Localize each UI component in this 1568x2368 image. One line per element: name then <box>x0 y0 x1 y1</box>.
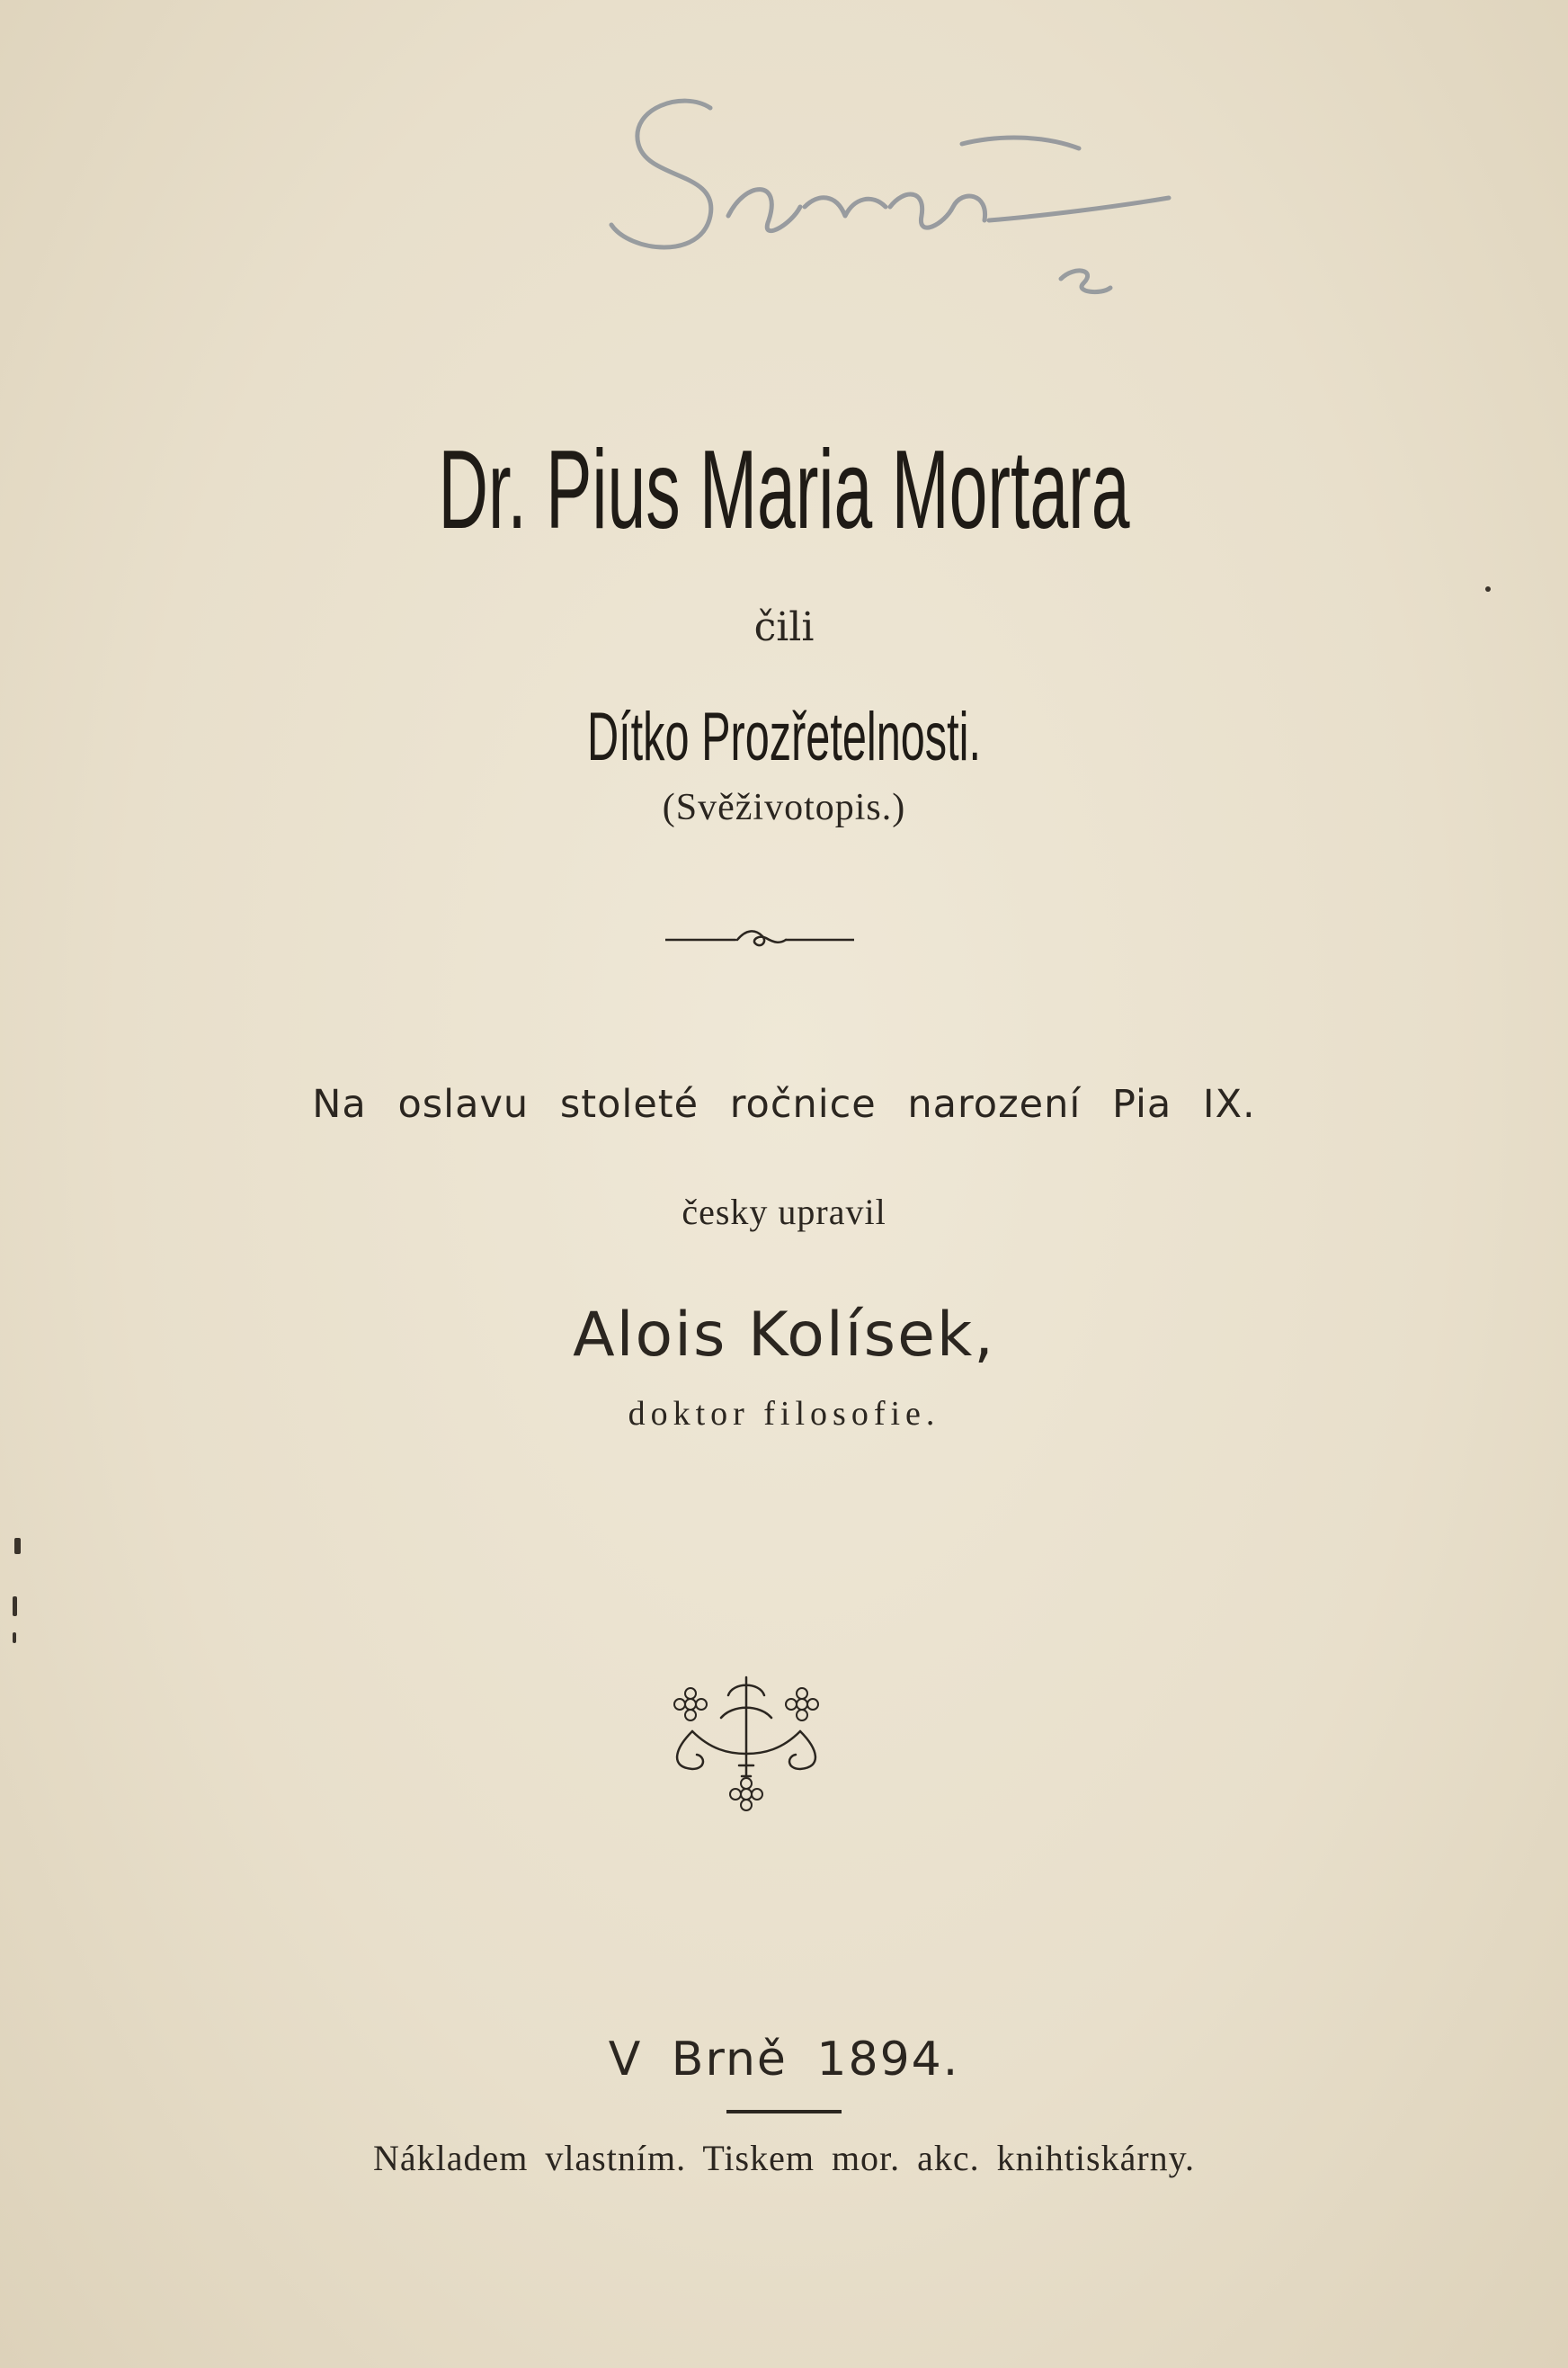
margin-speck <box>13 1632 16 1643</box>
pencil-signature <box>575 72 1187 315</box>
author-degree: doktor filosofie. <box>628 1395 940 1433</box>
title-connector: čili <box>753 604 815 650</box>
paper-speck <box>1485 586 1491 592</box>
book-title: Dr. Pius Maria Mortara <box>438 428 1130 552</box>
author-name: Alois Kolísek, <box>573 1300 995 1371</box>
margin-speck <box>14 1538 21 1554</box>
book-subtitle: Dítko Prozřetelnosti. <box>587 699 981 775</box>
place-and-year: V Brně 1894. <box>608 2033 960 2087</box>
printer-imprint: Nákladem vlastním. Tiskem mor. akc. knihtiskárny. <box>372 2138 1196 2178</box>
book-genre: (Svěživotopis.) <box>662 787 906 828</box>
editor-note: česky upravil <box>682 1192 886 1232</box>
floral-ornament-icon <box>656 1668 836 1812</box>
margin-speck <box>13 1596 17 1616</box>
occasion-line: Na oslavu stoleté ročnice narození Pia IX. <box>312 1082 1256 1127</box>
diamond-flourish-icon <box>665 922 854 958</box>
short-rule <box>726 2110 842 2113</box>
